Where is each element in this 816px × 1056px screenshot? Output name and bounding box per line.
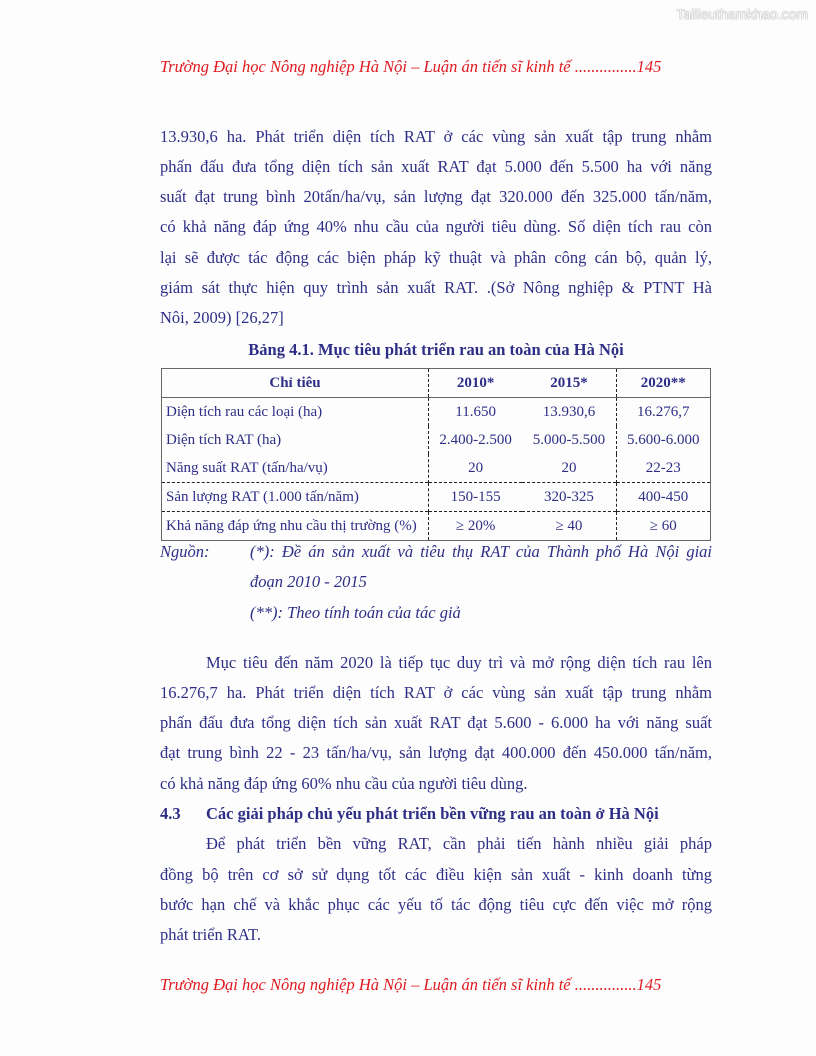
table-cell: ≥ 20% bbox=[429, 512, 523, 541]
text-line: Mục tiêu đến năm 2020 là tiếp tục duy trì và mở rộng diện tích rau lên bbox=[206, 653, 712, 672]
text-line: phấn đấu đưa tổng diện tích sản xuất RAT đạt 5.000 đến 5.500 ha với năng bbox=[160, 157, 712, 176]
column-header: 2015* bbox=[522, 369, 616, 398]
source-label: Nguồn: bbox=[160, 542, 210, 561]
table-cell: 5.600-6.000 bbox=[616, 426, 710, 454]
table-cell: ≥ 60 bbox=[616, 512, 710, 541]
text-line: suất đạt trung bình 20tấn/ha/vụ, sản lượng đạt 320.000 đến 325.000 tấn/năm, bbox=[160, 187, 712, 206]
table-cell: Diện tích RAT (ha) bbox=[166, 431, 282, 448]
table-cell: 2.400-2.500 bbox=[429, 426, 523, 454]
text-line: Để phát triển bền vững RAT, cần phải tiến hành nhiều giải pháp bbox=[206, 834, 712, 853]
table-cell: 320-325 bbox=[522, 483, 616, 512]
table-cell: 20 bbox=[429, 454, 523, 483]
table-cell: ≥ 40 bbox=[522, 512, 616, 541]
section-title: Các giải pháp chủ yếu phát triển bền vững rau an toàn ở Hà Nội bbox=[206, 804, 659, 823]
watermark: Tailieuthamkhao.com bbox=[676, 6, 808, 22]
section-heading bbox=[160, 804, 659, 824]
targets-table bbox=[161, 368, 711, 541]
text-line: Nôi, 2009) [26,27] bbox=[160, 308, 284, 327]
text-line: đạt trung bình 22 - 23 tấn/ha/vụ, sản lượng đạt 400.000 đến 450.000 tấn/năm, bbox=[160, 743, 712, 762]
text-line: bước hạn chế và khắc phục các yếu tố tác động tiêu cực đến việc mở rộng bbox=[160, 895, 712, 914]
table-caption: Bảng 4.1. Mục tiêu phát triển rau an toàn của Hà Nội bbox=[248, 340, 624, 359]
text-line: 16.276,7 ha. Phát triển diện tích RAT ở các vùng sản xuất tập trung nhằm bbox=[160, 683, 712, 702]
table-row bbox=[162, 426, 711, 454]
text-line: 13.930,6 ha. Phát triển diện tích RAT ở các vùng sản xuất tập trung nhằm bbox=[160, 127, 712, 146]
text-line: đồng bộ trên cơ sở sử dụng tốt các điều kiện sản xuất - kinh doanh từng bbox=[160, 865, 712, 884]
table-cell: 22-23 bbox=[616, 454, 710, 483]
table-cell: Khả năng đáp ứng nhu cầu thị trường (%) bbox=[162, 512, 429, 541]
section-number: 4.3 bbox=[160, 804, 181, 823]
table-cell: Diện tích rau các loại (ha) bbox=[166, 403, 323, 420]
column-header: 2010* bbox=[429, 369, 523, 398]
text-line: có khả năng đáp ứng 40% nhu cầu của người tiêu dùng. Số diện tích rau còn bbox=[160, 217, 712, 236]
table-cell: 5.000-5.500 bbox=[532, 431, 606, 448]
table-cell: Năng suất RAT (tấn/ha/vụ) bbox=[166, 459, 328, 476]
text-line: lại sẽ được tác động các biện pháp kỹ thuật và phân công cán bộ, quản lý, bbox=[160, 248, 712, 267]
text-line: có khả năng đáp ứng 60% nhu cầu của người tiêu dùng. bbox=[160, 774, 528, 793]
column-header: Chỉ tiêu bbox=[162, 369, 429, 398]
table-row bbox=[162, 483, 711, 512]
table-cell: 400-450 bbox=[616, 483, 710, 512]
table-cell: 11.650 bbox=[429, 398, 523, 427]
source-line: đoạn 2010 - 2015 bbox=[250, 572, 367, 591]
table-row bbox=[162, 454, 711, 483]
text-line: giám sát thực hiện quy trình sản xuất RAT. .(Sở Nông nghiệp & PTNT Hà bbox=[160, 278, 712, 297]
column-header: 2020** bbox=[616, 369, 710, 398]
page-header: Trường Đại học Nông nghiệp Hà Nội – Luận án tiến sĩ kinh tế ...............145 bbox=[160, 57, 662, 76]
table-cell: Sản lượng RAT (1.000 tấn/năm) bbox=[162, 483, 429, 512]
source-line: (*): Đề án sản xuất và tiêu thụ RAT của Thành phố Hà Nội giai bbox=[250, 542, 712, 561]
table-cell: 150-155 bbox=[429, 483, 523, 512]
table-row bbox=[162, 512, 711, 541]
text-line: phấn đấu đưa tổng diện tích sản xuất RAT đạt 5.600 - 6.000 ha với năng suất bbox=[160, 713, 712, 732]
table-row bbox=[162, 398, 711, 427]
page-footer: Trường Đại học Nông nghiệp Hà Nội – Luận án tiến sĩ kinh tế ...............145 bbox=[160, 975, 662, 994]
table-cell: 13.930,6 bbox=[542, 403, 596, 420]
table-cell: 20 bbox=[561, 459, 577, 476]
table-cell: 16.276,7 bbox=[616, 398, 710, 427]
table-header-row bbox=[162, 369, 711, 398]
text-line: phát triển RAT. bbox=[160, 925, 261, 944]
source-line: (**): Theo tính toán của tác giả bbox=[250, 603, 461, 622]
